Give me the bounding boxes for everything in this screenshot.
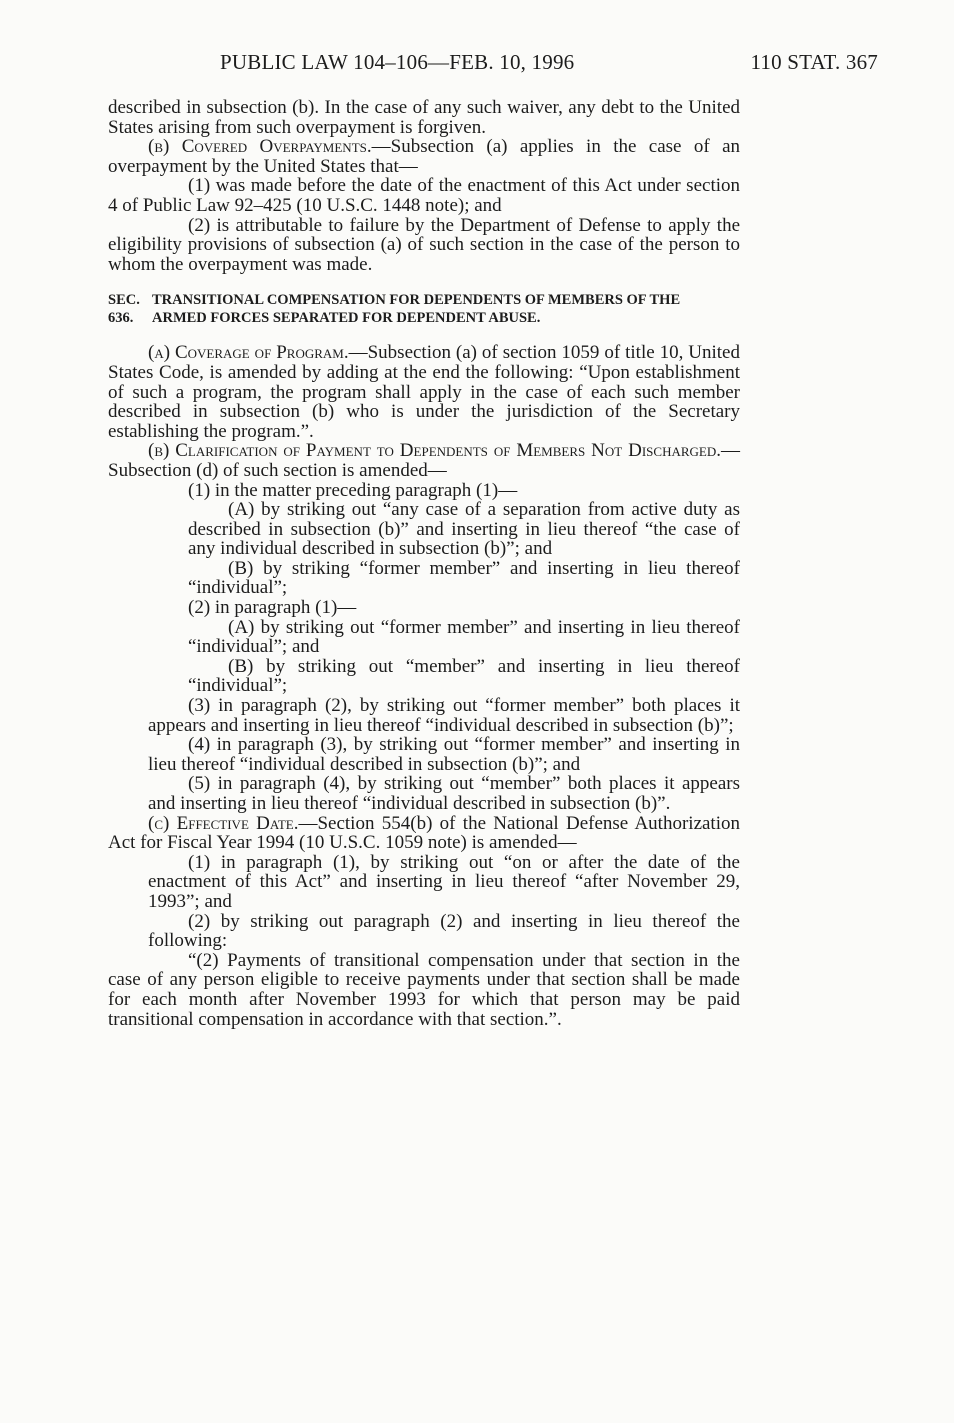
section-heading xyxy=(108,291,740,327)
section-title: TRANSITIONAL COMPENSATION FOR DEPENDENTS OF MEMBERS OF THE ARMED FORCES SEPARATED FOR DEPENDENT ABUSE. xyxy=(152,292,681,327)
statute-page-number: 110 STAT. 367 xyxy=(750,50,878,74)
paragraph-5: (5) in paragraph (4), by striking out “member” both places it appears and inserting in lieu thereof “individual described in subsection (b)”. xyxy=(148,773,740,814)
quoted-paragraph-2: “(2) Payments of transitional compensation under that section in the case of any person eligible to receive payments under that section shall be made for each month after November 1993 for which that person may be paid transitional compensation in accordance with that section.”. xyxy=(108,949,740,1030)
subsection-text: —Subsection (a) of section 1059 of title 10, United States Code, is amended by adding at the end the following: “Upon establishment of such a program, the program shall apply in the case of each such member described in subsection (b) who is under the jurisdiction of the Secretary establishing the program.”. xyxy=(108,342,740,442)
paragraph-4: (4) in paragraph (3), by striking out “former member” and inserting in lieu thereof “individual described in subsection (b)”; and xyxy=(148,734,740,775)
paragraph-c1: (1) in paragraph (1), by striking out “on or after the date of the enactment of this Act” and inserting in lieu thereof “after November 29, 1993”; and xyxy=(148,851,740,912)
subsection-text: —Subsection (a) applies in the case of an overpayment by the United States that— xyxy=(108,136,740,177)
subparagraph-1A: (A) by striking out “any case of a separation from active duty as described in subsection (b)” and inserting in lieu thereof “the case of any individual described in subsection (b)”; and xyxy=(188,499,740,560)
paragraph-2: (2) in paragraph (1)— xyxy=(188,597,357,619)
running-head-title: PUBLIC LAW 104–106—FEB. 10, 1996 xyxy=(220,50,575,74)
paragraph-b1: (1) was made before the date of the enactment of this Act under section 4 of Public Law 92–425 (10 U.S.C. 1448 note); and xyxy=(108,175,740,216)
subsection-caption: (b) Covered Overpayments. xyxy=(148,136,372,158)
running-head xyxy=(108,50,878,82)
subparagraph-2A: (A) by striking out “former member” and inserting in lieu thereof “individual”; and xyxy=(188,616,740,658)
subsection-text: —Subsection (d) of such section is amended— xyxy=(108,440,740,481)
paragraph-c2: (2) by striking out paragraph (2) and inserting in lieu thereof the following: xyxy=(148,910,740,952)
subsection-a-coverage xyxy=(108,343,740,441)
subsection-b-clarification xyxy=(108,441,740,480)
document-body xyxy=(108,98,740,1029)
paragraph-3: (3) in paragraph (2), by striking out “former member” both places it appears and inserting in lieu thereof “individual described in subsection (b)”; xyxy=(148,695,740,736)
paragraph-1: (1) in the matter preceding paragraph (1)— xyxy=(188,479,518,501)
section-number: SEC. 636. xyxy=(108,292,140,327)
subsection-caption: (b) Clarification of Payment to Dependents of Members Not Discharged. xyxy=(148,440,721,462)
paragraph-b2: (2) is attributable to failure by the Department of Defense to apply the eligibility provisions of subsection (a) of such section in the case of the person to whom the overpayment was made. xyxy=(108,214,740,275)
subsection-b-covered-overpayments xyxy=(108,137,740,176)
subparagraph-1B: (B) by striking “former member” and inserting in lieu thereof “individual”; xyxy=(188,557,740,599)
continued-paragraph: described in subsection (b). In the case of any such waiver, any debt to the United States arising from such overpayment is forgiven. xyxy=(108,97,740,138)
subsection-caption: (c) Effective Date. xyxy=(148,812,299,834)
subsection-c-effective-date xyxy=(108,814,740,853)
subsection-text: —Section 554(b) of the National Defense Authorization Act for Fiscal Year 1994 (10 U.S.C. 1059 note) is amended— xyxy=(108,812,740,854)
subparagraph-2B: (B) by striking out “member” and inserting in lieu thereof “individual”; xyxy=(188,655,740,697)
subsection-caption: (a) Coverage of Program. xyxy=(148,342,349,364)
